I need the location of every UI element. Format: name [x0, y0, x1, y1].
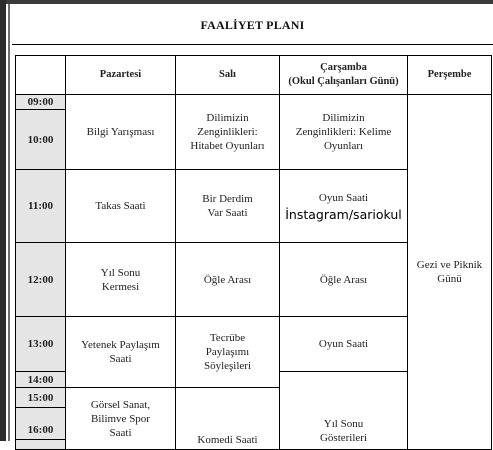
header-thursday: Perşembe [408, 56, 492, 95]
left-border [0, 0, 6, 441]
header-time [16, 56, 66, 95]
left-border-inner [8, 4, 10, 441]
wednesday-slot-4: Oyun Saati [280, 317, 408, 372]
wednesday-slot-3: Öğle Arası [280, 243, 408, 317]
tuesday-slot-2: Bir Derdim Var Saati [176, 170, 280, 243]
tuesday-slot-1: Dilimizin Zenginlikleri: Hitabet Oyunları [176, 95, 280, 170]
tuesday-slot-3: Öğle Arası [176, 243, 280, 317]
header-wednesday-line1: Çarşamba [320, 62, 367, 73]
monday-slot-2: Takas Saati [66, 170, 176, 243]
page-title: FAALİYET PLANI [200, 18, 305, 32]
time-cell: 16:00 [16, 408, 66, 440]
top-border [0, 0, 493, 4]
time-cell-continuation [16, 440, 66, 450]
activity-plan-table [15, 55, 492, 450]
time-cell: 13:00 [16, 317, 66, 372]
time-cell: 11:00 [16, 170, 66, 243]
monday-slot-1: Bilgi Yarışması [66, 95, 176, 170]
tuesday-slot-4: Tecrübe Paylaşımı Söyleşileri [176, 317, 280, 388]
time-cell: 12:00 [16, 243, 66, 317]
time-cell: 14:00 [16, 372, 66, 388]
instagram-watermark: İnstagram/sariokul [285, 206, 402, 222]
header-row [16, 56, 492, 95]
time-cell: 10:00 [16, 110, 66, 170]
tuesday-slot-5: Komedi Saati [176, 388, 280, 450]
wednesday-slot-5: Yıl Sonu Gösterileri [280, 372, 408, 450]
title-rule [12, 44, 493, 45]
thursday-slot: Gezi ve Piknik Günü [408, 95, 492, 450]
time-cell: 15:00 [16, 388, 66, 408]
time-cell: 09:00 [16, 95, 66, 110]
header-wednesday-line2: (Okul Çalışanları Günü) [288, 76, 399, 87]
header-monday: Pazartesi [66, 56, 176, 95]
monday-slot-3: Yıl Sonu Kermesi [66, 243, 176, 317]
monday-slot-4: Yetenek Paylaşım Saati [66, 317, 176, 388]
wednesday-slot-2 [280, 170, 408, 243]
wednesday-slot-1: Dilimizin Zenginlikleri: Kelime Oyunları [280, 95, 408, 170]
table-row [16, 95, 492, 110]
monday-slot-5: Görsel Sanat, Bilimve Spor Saati [66, 388, 176, 450]
header-tuesday: Salı [176, 56, 280, 95]
header-wednesday [280, 56, 408, 95]
wednesday-slot-2-text: Oyun Saati [318, 191, 369, 204]
